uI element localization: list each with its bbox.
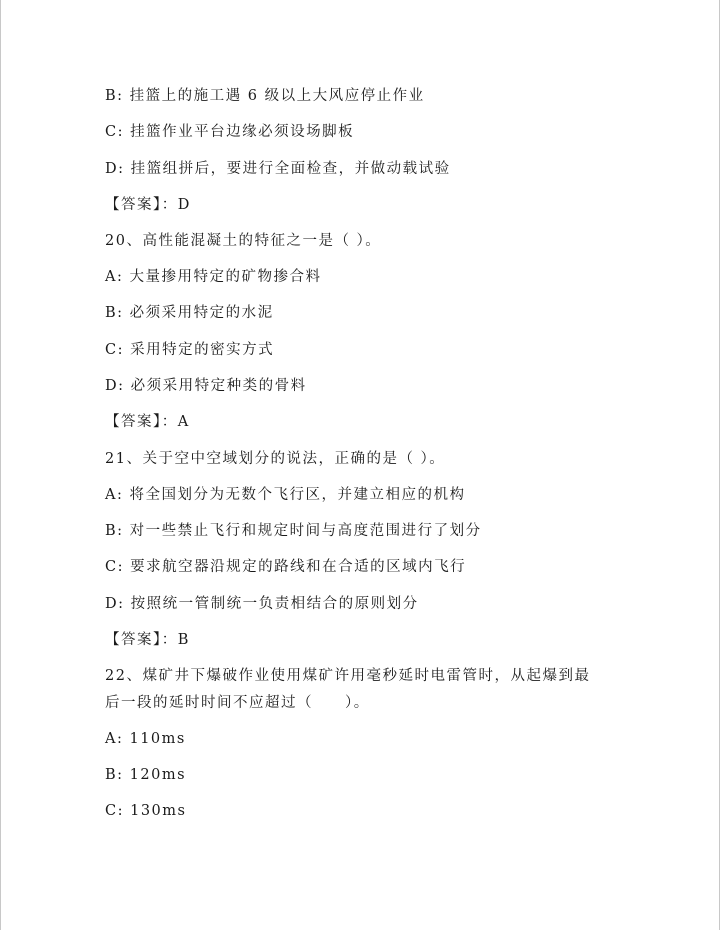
q21-option-a: A: 将全国划分为无数个飞行区，并建立相应的机构 [105, 487, 466, 503]
q22-option-a: A: 110ms [105, 731, 186, 747]
q20-option-b: B: 必须采用特定的水泥 [105, 305, 274, 321]
q21-option-b: B: 对一些禁止飞行和规定时间与高度范围进行了划分 [105, 523, 482, 539]
q22-option-c: C: 130ms [105, 803, 187, 819]
q19-option-d: D: 挂篮组拼后，要进行全面检查，并做动载试验 [105, 161, 451, 177]
q20-option-c: C: 采用特定的密实方式 [105, 342, 275, 358]
q19-answer: 【答案】：D [105, 197, 191, 213]
q20-option-d: D: 必须采用特定种类的骨料 [105, 378, 307, 394]
q22-option-b: B: 120ms [105, 767, 187, 783]
q20-option-a: A: 大量掺用特定的矿物掺合料 [105, 269, 322, 285]
q22-question-line-1: 22、煤矿井下爆破作业使用煤矿许用毫秒延时电雷管时，从起爆到最 [105, 668, 591, 684]
q20-question: 20、高性能混凝土的特征之一是（ ）。 [105, 233, 382, 249]
q20-answer: 【答案】：A [105, 414, 190, 430]
q19-option-c: C: 挂篮作业平台边缘必须设场脚板 [105, 124, 355, 140]
q19-option-b: B: 挂篮上的施工遇 6 级以上大风应停止作业 [105, 88, 425, 104]
q21-option-c: C: 要求航空器沿规定的路线和在合适的区域内飞行 [105, 559, 467, 575]
q22-question-line-2: 后一段的延时时间不应超过（ ）。 [105, 695, 370, 711]
q21-question: 21、关于空中空域划分的说法，正确的是（ ）。 [105, 451, 446, 467]
q21-answer: 【答案】：B [105, 632, 190, 648]
q21-option-d: D: 按照统一管制统一负责相结合的原则划分 [105, 596, 419, 612]
